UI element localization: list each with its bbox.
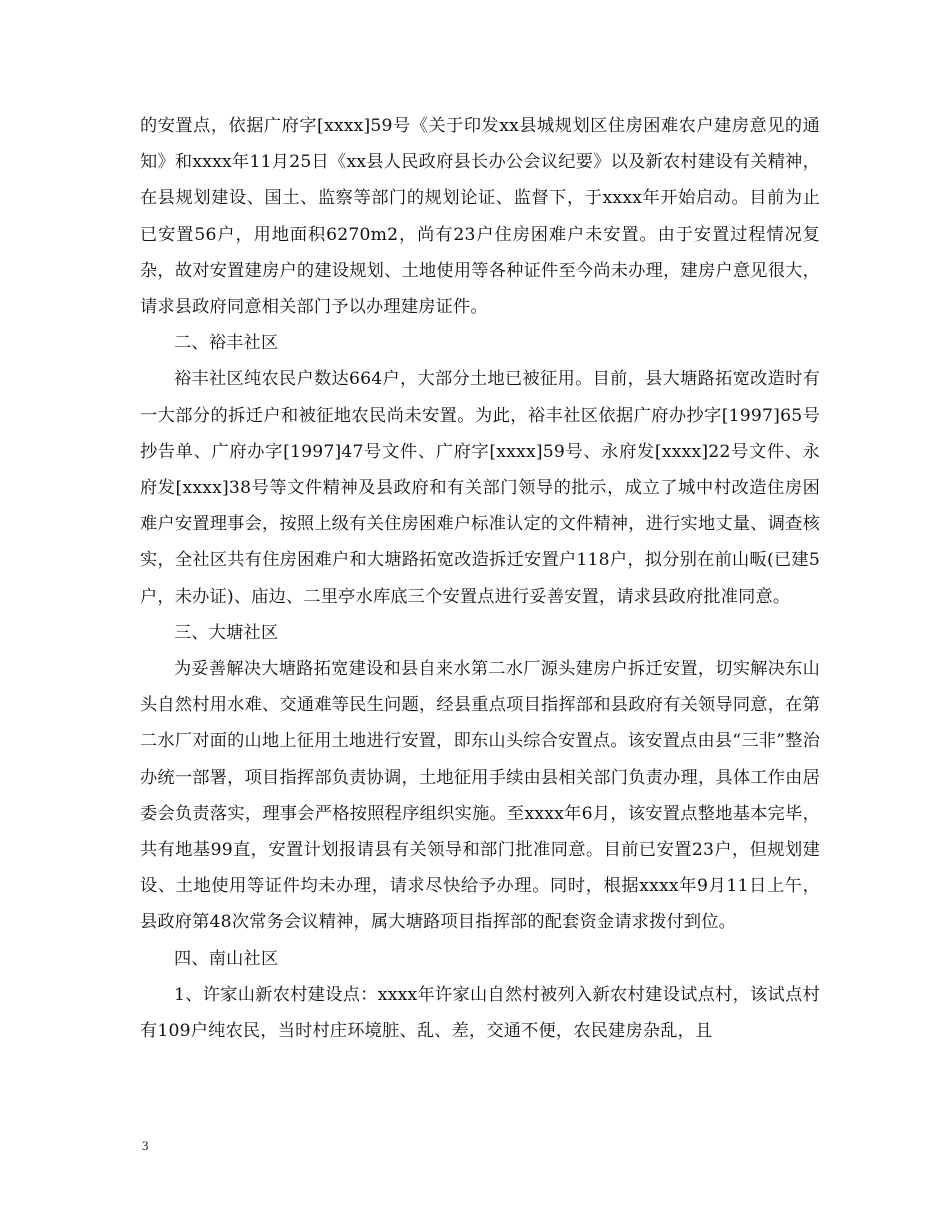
paragraph-continuation: 的安置点，依据广府字[xxxx]59号《关于印发xx县城规划区住房困难农户建房意见的通知》和xxxx年11月25日《xx县人民政府县长办公会议纪要》以及新农村建设有关精神，在县规划建设、国土、监察等部门的规划论证、监督下，于xxxx年开始启动。目前为止已安置56户，用地面积6270m2，尚有23户住房困难户未安置。由于安置过程情况复杂，故对安置建房户的建设规划、土地使用等各种证件至今尚未办理，建房户意见很大，请求县政府同意相关部门予以办理建房证件。 [140,116,820,318]
page-number: 3 [142,1138,149,1153]
paragraph-datang: 为妥善解决大塘路拓宽建设和县自来水第二水厂源头建房户拆迁安置，切实解决东山头自然村用水难、交通难等民生问题，经县重点项目指挥部和县政府有关领导同意，在第二水厂对面的山地上征用土地进行安置，即东山头综合安置点。该安置点由县“三非”整治办统一部署，项目指挥部负责协调，土地征用手续由县相关部门负责办理，具体工作由居委会负责落实，理事会严格按照程序组织实施。至xxxx年6月，该安置点整地基本完毕，共有地基99直，安置计划报请县有关领导和部门批准同意。目前已安置23户，但规划建设、土地使用等证件均未办理，请求尽快给予办理。同时，根据xxxx年9月11日上午，县政府第48次常务会议精神，属大塘路项目指挥部的配套资金请求拨付到位。 [140,659,820,933]
section-heading-datang: 三、大塘社区 [174,622,279,643]
section-heading-nanshan: 四、南山社区 [174,948,279,969]
section-heading-yufeng: 二、裕丰社区 [174,333,279,354]
document-body [140,108,820,1049]
paragraph-nanshan-item-1: 1、许家山新农村建设点：xxxx年许家山自然村被列入新农村建设试点村，该试点村有109户纯农民，当时村庄环境脏、乱、差，交通不便，农民建房杂乱，且 [140,984,820,1042]
paragraph-yufeng: 裕丰社区纯农民户数达664户，大部分土地已被征用。目前，县大塘路拓宽改造时有一大部分的拆迁户和被征地农民尚未安置。为此，裕丰社区依据广府办抄字[1997]65号抄告单、广府办字[1997]47号文件、广府字[xxxx]59号、永府发[xxxx]22号文件、永府发[xxxx]38号等文件精神及县政府和有关部门领导的批示，成立了城中村改造住房困难户安置理事会，按照上级有关住房困难户标准认定的文件精神，进行实地丈量、调查核实，全社区共有住房困难户和大塘路拓宽改造拆迁安置户118户，拟分别在前山畈(已建5户，未办证)、庙边、二里亭水库底三个安置点进行妥善安置，请求县政府批准同意。 [140,369,820,607]
